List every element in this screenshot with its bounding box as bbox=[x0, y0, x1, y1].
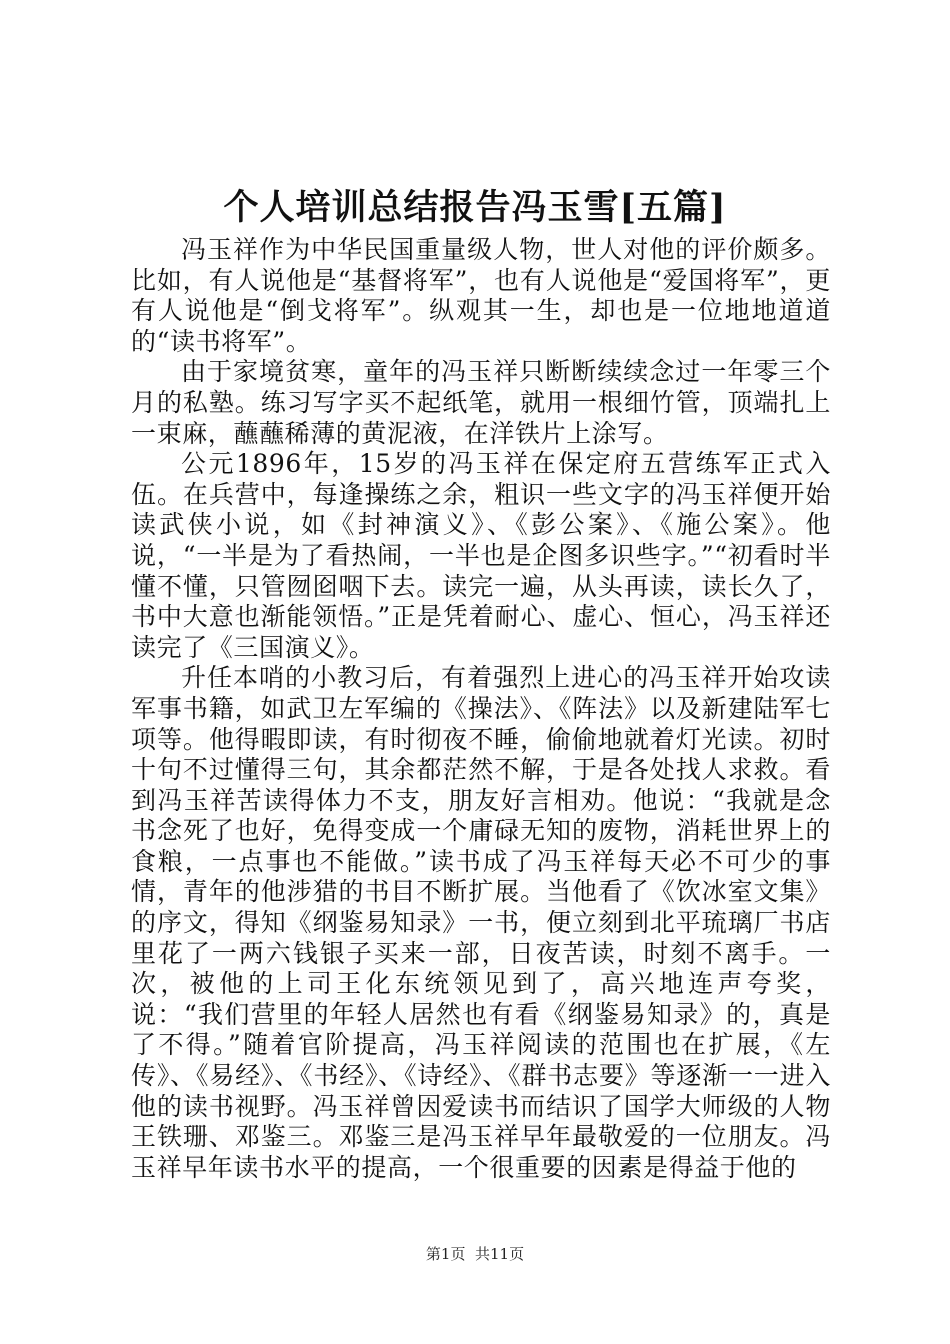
paragraph-2: 由于家境贫寒，童年的冯玉祥只断断续续念过一年零三个月的私塾。练习写字买不起纸笔，就用一根细竹管，顶端扎上一束麻，蘸蘸稀薄的黄泥液，在洋铁片上涂写。 bbox=[131, 357, 831, 448]
document-body bbox=[131, 235, 831, 1183]
page-number-footer: 第1页 共11页 bbox=[425, 1245, 525, 1263]
paragraph-3: 公元1896年，15岁的冯玉祥在保定府五营练军正式入伍。在兵营中，每逢操练之余，粗识一些文字的冯玉祥便开始读武侠小说，如《封神演义》、《彭公案》、《施公案》。他说，“一半是为了看热闹，一半也是企图多识些字。”“初看时半懂不懂，只管囫囵咽下去。读完一遍，从头再读，读长久了，书中大意也渐能领悟。”正是凭着耐心、虚心、恒心，冯玉祥还读完了《三国演义》。 bbox=[131, 449, 831, 662]
document-title: 个人培训总结报告冯玉雪[五篇] bbox=[223, 187, 727, 228]
paragraph-4: 升任本哨的小教习后，有着强烈上进心的冯玉祥开始攻读军事书籍，如武卫左军编的《操法》、《阵法》以及新建陆军七项等。他得暇即读，有时彻夜不睡，偷偷地就着灯光读。初时十句不过懂得三句，其余都茫然不解，于是各处找人求救。看到冯玉祥苦读得体力不支，朋友好言相劝。他说：“我就是念书念死了也好，免得变成一个庸碌无知的废物，消耗世界上的食粮，一点事也不能做。”读书成了冯玉祥每天必不可少的事情，青年的他涉猎的书目不断扩展。当他看了《饮冰室文集》的序文，得知《纲鉴易知录》一书，便立刻到北平琉璃厂书店里花了一两六钱银子买来一部，日夜苦读，时刻不离手。一次，被他的上司王化东统领见到了，高兴地连声夸奖，说：“我们营里的年轻人居然也有看《纲鉴易知录》的，真是了不得。”随着官阶提高，冯玉祥阅读的范围也在扩展，《左传》、《易经》、《书经》、《诗经》、《群书志要》等逐渐一一进入他的读书视野。冯玉祥曾因爱读书而结识了国学大师级的人物王铁珊、邓鉴三。邓鉴三是冯玉祥早年最敬爱的一位朋友。冯玉祥早年读书水平的提高，一个很重要的因素是得益于他的 bbox=[131, 663, 831, 1182]
paragraph-1: 冯玉祥作为中华民国重量级人物，世人对他的评价颇多。比如，有人说他是“基督将军”，也有人说他是“爱国将军”，更有人说他是“倒戈将军”。纵观其一生，却也是一位地地道道的“读书将军”。 bbox=[131, 235, 831, 356]
